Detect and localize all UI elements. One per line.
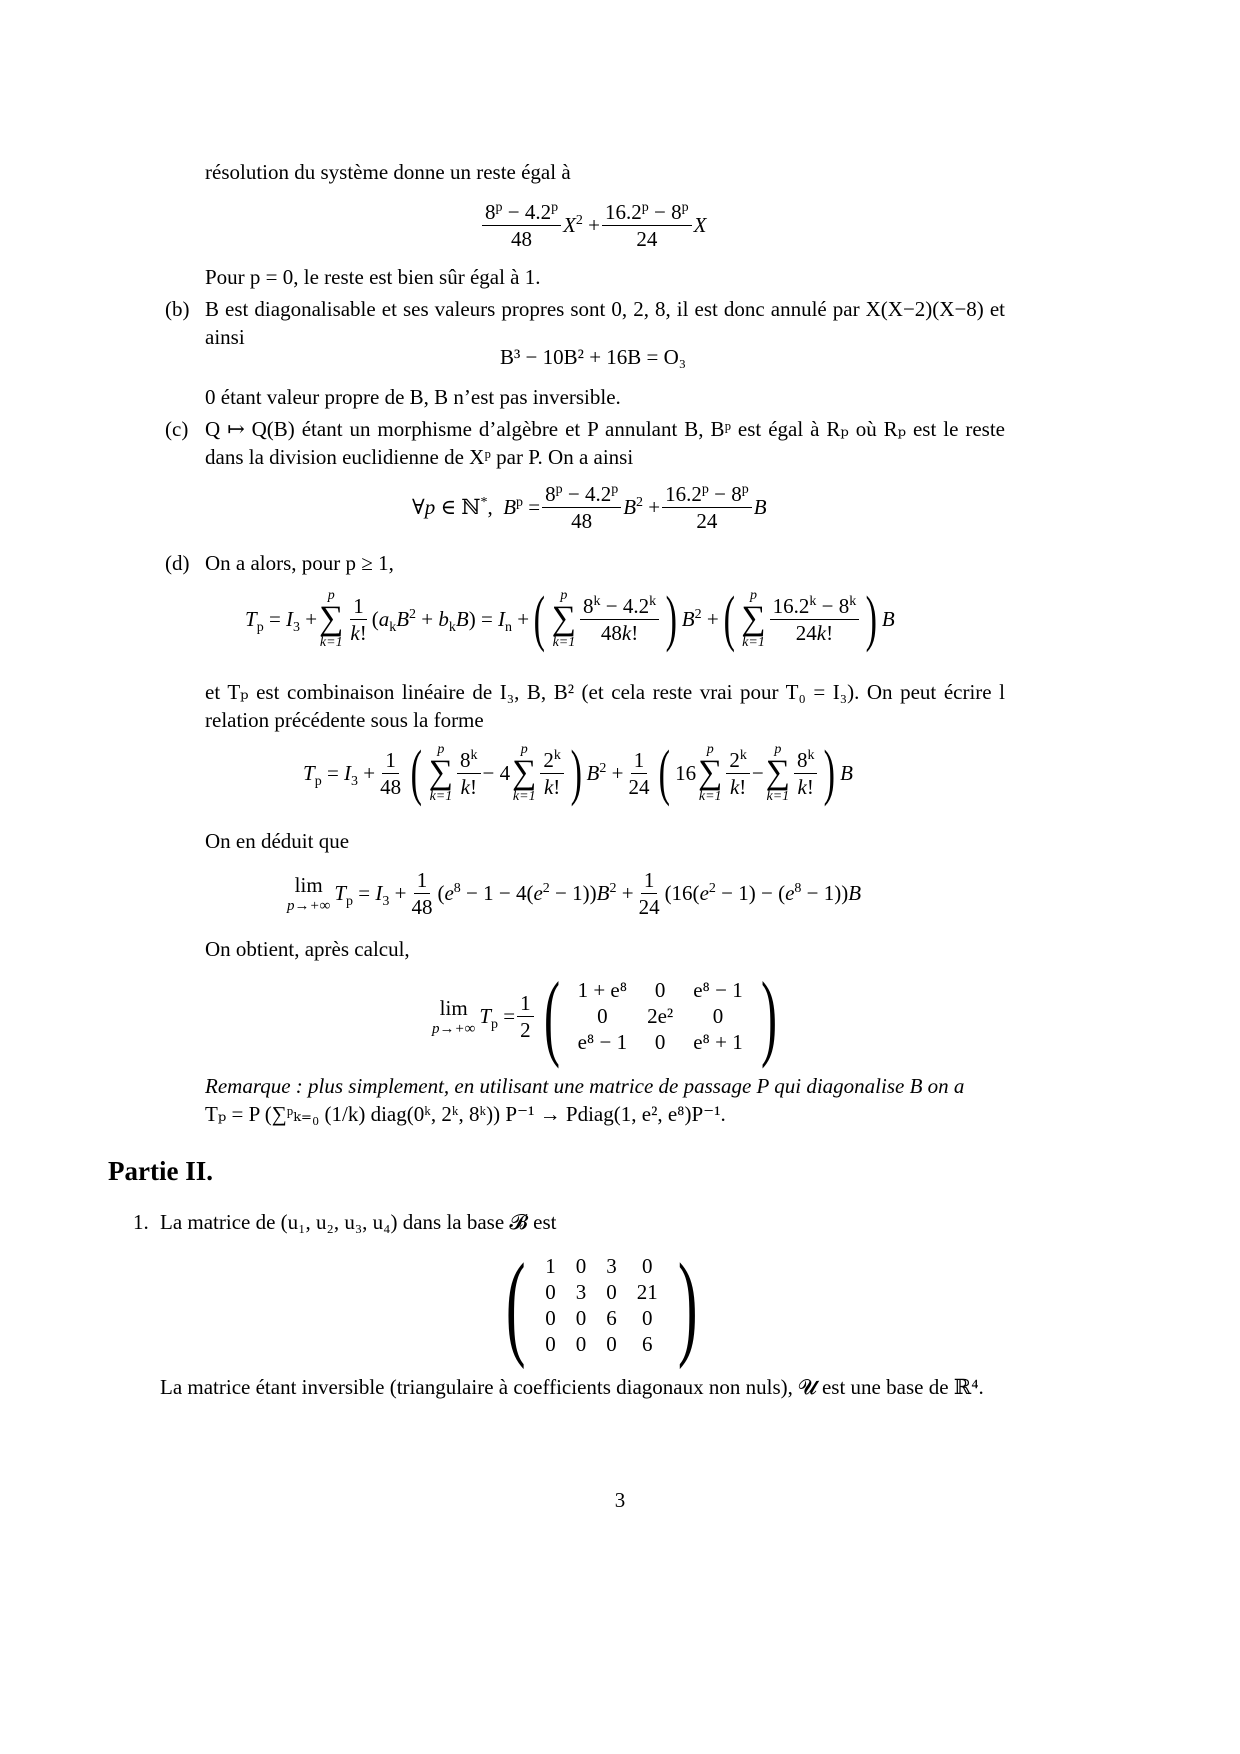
item-d-text2: et Tₚ est combinaison linéaire de I₃, B, B² (et cela reste vrai pour T₀ = I₃). On peut écrire l relation précédente sous la forme bbox=[205, 680, 1005, 732]
remark-formula: Tₚ = P (∑ᵖₖ₌₀ (1/k) diag(0ᵏ, 2ᵏ, 8ᵏ)) P⁻¹ → Pdiag(1, e², e⁸)P⁻¹. bbox=[205, 1102, 726, 1126]
part2-item1-label: 1. bbox=[133, 1210, 149, 1234]
remainder-equation: $\frac{8^p - 4.2^p}{48}$ $X^2$ + $\frac{16.2^p - 8^p}{24}$ X bbox=[480, 200, 706, 251]
limit-matrix-equation: lim p→+∞ $T_p$ = $\frac{1}{2}$ ( 1 + e⁸ 0 e⁸ − 1 0 2e² 0 e⁸ − 1 0 e⁸ + 1 ) bbox=[432, 962, 777, 1069]
basis-matrix-table: 1 0 3 0 0 3 0 21 0 0 6 0 0 0 0 6 bbox=[545, 1254, 658, 1356]
item-b-after: 0 étant valeur propre de B, B n’est pas inversible. bbox=[205, 385, 621, 409]
part2-conclusion: La matrice étant inversible (triangulaire à coefficients diagonaux non nuls), 𝓤 est une base de ℝ⁴. bbox=[160, 1375, 984, 1399]
item-c-text: Q ↦ Q(B) étant un morphisme d’algèbre et P annulant B, Bᵖ est égal à Rₚ où Rₚ est le reste dans la division euclidienne de Xᵖ par P. On a ainsi bbox=[205, 417, 1005, 469]
item-d-label: (d) bbox=[165, 551, 190, 575]
item-b-text: B est diagonalisable et ses valeurs propres sont 0, 2, 8, il est donc annulé par X(X−2)(X−8) et ainsi bbox=[205, 297, 1005, 349]
part2-item1-text: La matrice de (u₁, u₂, u₃, u₄) dans la base 𝓑 est bbox=[160, 1210, 557, 1234]
annihilator-equation: B³ − 10B² + 16B = O₃ bbox=[500, 345, 687, 369]
basis-matrix: ( 1 0 3 0 0 3 0 21 0 0 6 0 0 0 0 6 ) bbox=[505, 1239, 698, 1370]
item-b-label: (b) bbox=[165, 297, 190, 321]
limit-matrix: 1 + e⁸ 0 e⁸ − 1 0 2e² 0 e⁸ − 1 0 e⁸ + 1 bbox=[577, 978, 743, 1054]
section-title: Partie II. bbox=[108, 1156, 213, 1186]
item-d-text: On a alors, pour p ≥ 1, bbox=[205, 551, 394, 575]
item-d-text4: On obtient, après calcul, bbox=[205, 937, 410, 961]
bp-equation: ∀p ∈ ℕ*, $B^p$ = $\frac{8^p - 4.2^p}{48}$ $B^2$ + $\frac{16.2^p - 8^p}{24}$ B bbox=[412, 482, 767, 533]
intro-p0-text: Pour p = 0, le reste est bien sûr égal à 1. bbox=[205, 265, 541, 289]
limit-equation: lim p→+∞ $T_p = I_3$ + $\frac{1}{48}$ $(e^8 - 1 - 4(e^2 - 1))B^2$ + $\frac{1}{24}$ $(16(e^2 - 1) - (e^8 - 1))B$ bbox=[287, 868, 862, 919]
tp-rewritten-equation: $T_p = I_3$ + $\frac{1}{48}$ ( p ∑ k=1 $\frac{8^k}{k!}$ − 4 p ∑ k=1 $\frac{2^k}{k!}$ ) $B^2$ + $\frac{1}{24}$ ( 16 p ∑ k=1 $\frac{2^k}{k!}$ − p ∑ k=1 $\frac{8^k}{k!}$ ) B bbox=[303, 739, 853, 807]
item-d-text3: On en déduit que bbox=[205, 829, 350, 853]
remark-text: Remarque : plus simplement, en utilisant une matrice de passage P qui diagonalise B on a bbox=[205, 1074, 965, 1098]
tp-sum-equation: $T_p = I_3$ + p ∑ k=1 $\frac{1}{k!}$ $(a_kB^2 + b_kB) = I_n$ + ( p ∑ k=1 $\frac{8^k - 4.2^k}{48k!}$ ) $B^2$ + ( p ∑ k=1 $\frac{16.2^k - 8^k}{24k!}$ ) B bbox=[245, 585, 895, 653]
page-number: 3 bbox=[614, 1488, 626, 1512]
item-c-label: (c) bbox=[165, 417, 189, 441]
intro-text: résolution du système donne un reste égal à bbox=[205, 160, 571, 184]
